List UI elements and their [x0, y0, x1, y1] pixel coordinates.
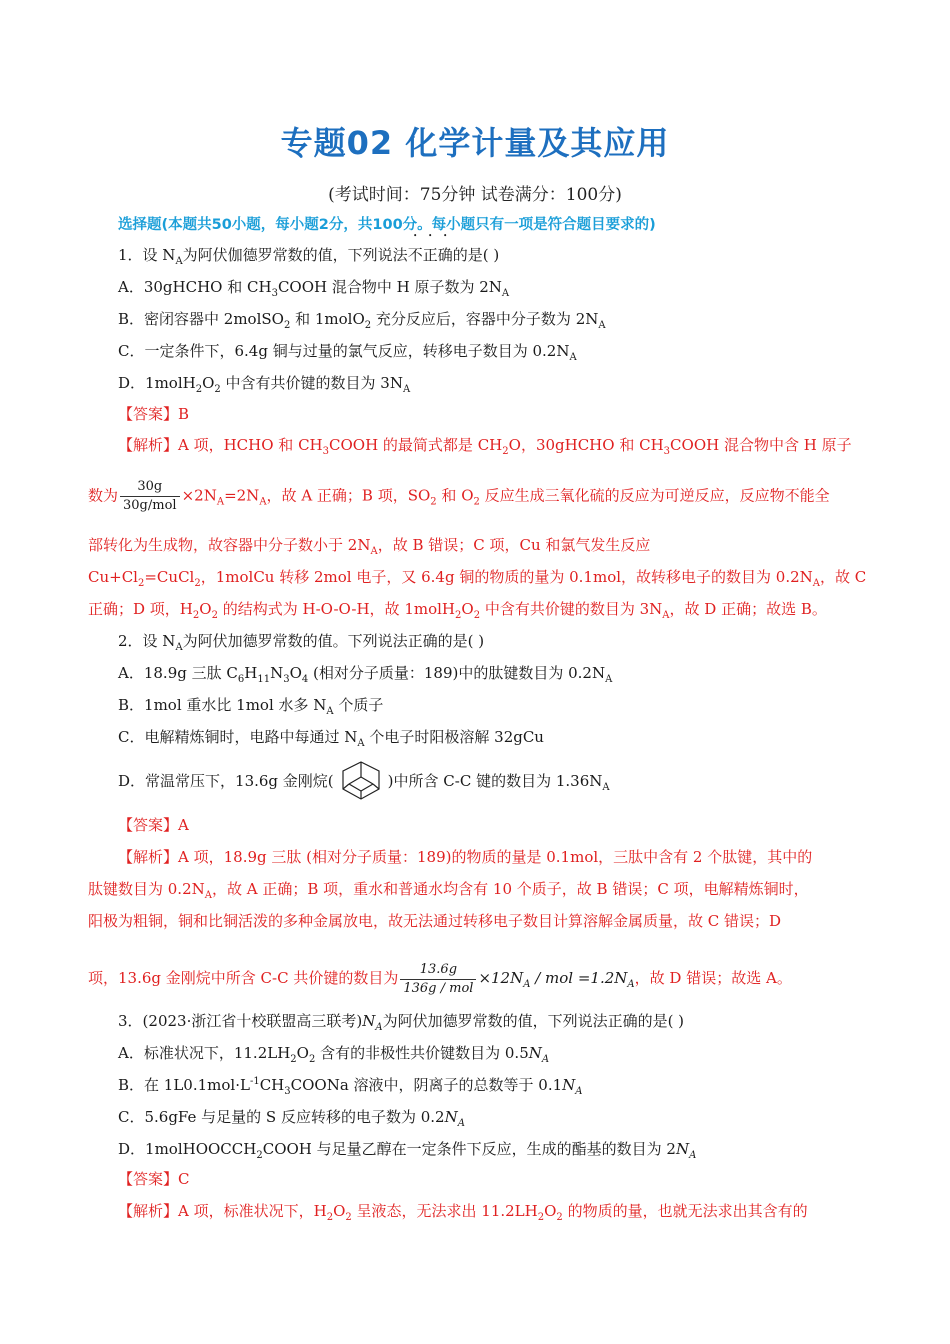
q1-option-a: A．30gHCHO 和 $CH_3COOH$ 混合物中 H 原子数为 $2N_A$: [118, 278, 510, 299]
q1-answer: 【答案】B: [118, 405, 190, 423]
q3-option-d: D．1molHOOCCH$_2$COOH 与足量乙醇在一定条件下反应，生成的酯基的数目为 $2N_A$: [118, 1140, 697, 1161]
q3-explanation-line: 【解析】A 项，标准状况下，$H_2O_2$ 呈液态，无法求出 $11.2LH_2O_2$ 的物质的量，也就无法求出其含有的: [118, 1202, 808, 1223]
q3-answer: 【答案】C: [118, 1170, 190, 1188]
q2-answer: 【答案】A: [118, 816, 189, 834]
q3-stem: 3．(2023·浙江省十校联盟高三联考)$N_A$为阿伏加德罗常数的值，下列说法正确的是( ): [118, 1012, 685, 1033]
fraction: $\frac{30g}{\text{30g/mol}}$: [120, 478, 180, 515]
q2-explanation-line: 项，13.6g 金刚烷中所含 C-C 共价键的数目为 $\frac{13.6g}{\text{136g / mol}}$ $\times 12N_A$ / mol $=1.2N_A$，故 D 错误；故选 A。: [88, 961, 792, 996]
q3-option-a: A．标准状况下，$11.2LH_2O_2$ 含有的非极性共价键数目为 $0.5N_A$: [118, 1044, 550, 1065]
q2-explanation-line: 阳极为粗铜，铜和比铜活泼的多种金属放电，故无法通过转移电子数目计算溶解金属质量，故 C 错误；D: [88, 912, 782, 930]
emphasis-char: 正: [422, 246, 438, 264]
q1-option-c: C．一定条件下，6.4g 铜与过量的氯气反应，转移电子数目为 $0.2N_A$: [118, 342, 577, 363]
q2-explanation-line: 肽键数目为 $0.2N_A$，故 A 正确；B 项，重水和普通水均含有 10 个质子，故 B 错误；C 项，电解精炼铜时，: [88, 880, 809, 901]
q2-option-b: B．1mol 重水比 1mol 水多 $N_A$ 个质子: [118, 696, 384, 717]
adamantane-structure-icon: [334, 759, 388, 805]
q1-explanation-line: 正确；D 项，$H_2O_2$ 的结构式为 H-O-O-H，故 $1molH_2O_2$ 中含有共价键的数目为 $3N_A$，故 D 正确；故选 B。: [88, 600, 827, 621]
q3-option-b: B．在 $1L0.1mol\cdot L^{-1}CH_3COONa$ 溶液中，阴离子的总数等于 $0.1N_A$: [118, 1076, 583, 1097]
q2-option-d: D．常温常压下，13.6g 金刚烷( )中所含 C-C 键的数目为 $1.36N_A$: [118, 758, 610, 804]
q1-explanation-line: 数为 $\frac{30g}{\text{30g/mol}}$ $\times 2N_A=2N_A$，故 A 正确；B 项，$SO_2$ 和 $O_2$ 反应生成三氧化硫的反应为可逆反应，反应物不能全: [88, 479, 830, 513]
q2-option-a: A．18.9g 三肽 $C_6H_{11}N_3O_4$ (相对分子质量：189)中的肽键数目为 $0.2N_A$: [118, 664, 613, 685]
exam-info: (考试时间：75分钟 试卷满分：100分): [328, 185, 622, 205]
q2-explanation-line: 【解析】A 项，18.9g 三肽 (相对分子质量：189)的物质的量是 0.1mol，三肽中含有 2 个肽键，其中的: [118, 848, 813, 866]
q2-stem: 2．设 $N_A$为阿伏加德罗常数的值。下列说法正确的是( ): [118, 632, 485, 653]
q2-option-c: C．电解精炼铜时，电路中每通过 $N_A$ 个电子时阳极溶解 32gCu: [118, 728, 544, 749]
q1-option-b: B．密闭容器中 2molSO$_2$ 和 1molO$_2$ 充分反应后，容器中分子数为 $2N_A$: [118, 310, 606, 331]
fraction: $\frac{13.6g}{\text{136g / mol}}$: [400, 961, 476, 998]
q1-explanation-line: 【解析】A 项，HCHO 和 $CH_3COOH$ 的最简式都是 $CH_2O$，30gHCHO 和 $CH_3COOH$ 混合物中含 H 原子: [118, 436, 852, 457]
page-title: 专题02 化学计量及其应用: [280, 124, 670, 162]
q1-explanation-line: 部转化为生成物，故容器中分子数小于 $2N_A$，故 B 错误；C 项，Cu 和氯气发生反应: [88, 536, 651, 557]
q1-explanation-line: $Cu+Cl_2=CuCl_2$，1molCu 转移 2mol 电子，又 6.4g 铜的物质的量为 0.1mol，故转移电子的数目为 $0.2N_A$，故 C: [88, 568, 867, 589]
q3-option-c: C．5.6gFe 与足量的 S 反应转移的电子数为 $0.2N_A$: [118, 1108, 465, 1129]
q1-stem: 1．设 $N_A$为阿伏伽德罗常数的值，下列说法不正确的是( ): [118, 246, 500, 267]
section-header: 选择题(本题共50小题，每小题2分，共100分。每小题只有一项是符合题目要求的): [118, 217, 656, 233]
emphasis-char: 确: [437, 246, 453, 264]
q1-option-d: D．$1molH_2O_2$ 中含有共价键的数目为 $3N_A$: [118, 374, 411, 395]
emphasis-char: 不: [407, 246, 423, 264]
